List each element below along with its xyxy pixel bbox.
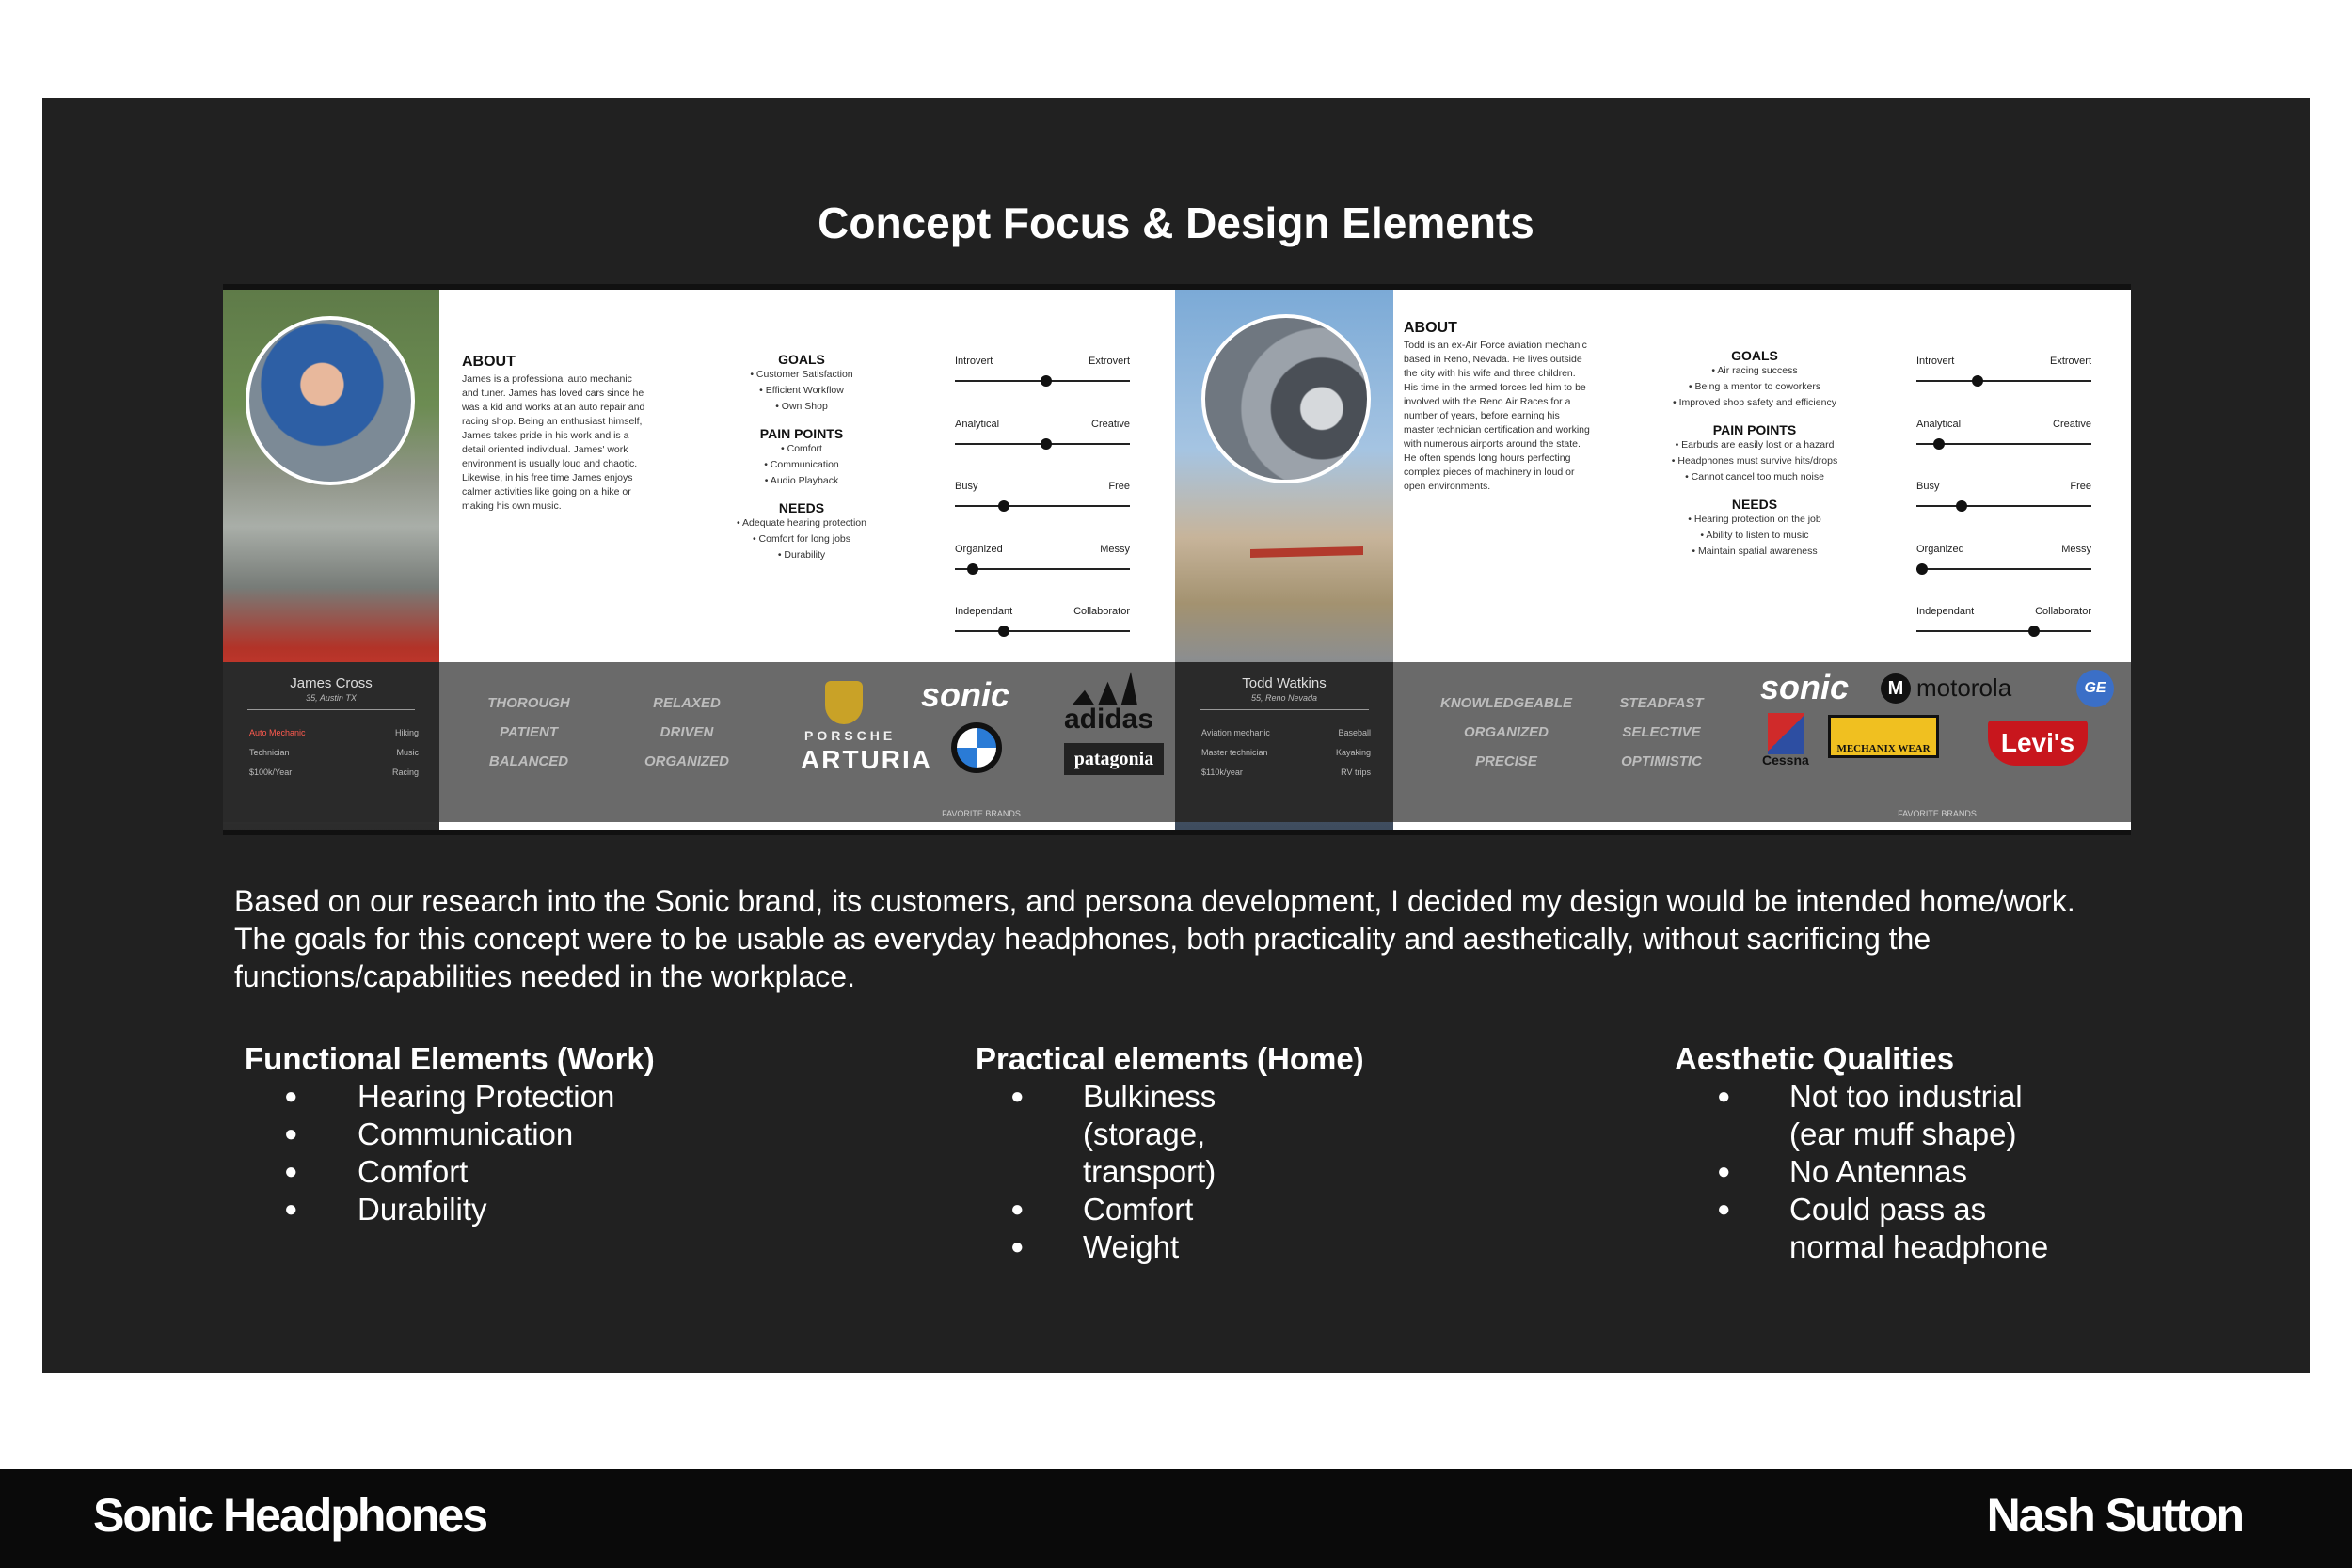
persona-id-card <box>223 662 439 822</box>
list-item <box>976 1191 1427 1228</box>
fact-row <box>1201 723 1371 743</box>
sonic-logo: sonic <box>921 675 1010 714</box>
goals-heading: GOALS <box>1731 348 1778 363</box>
persona-avatar <box>1201 314 1371 483</box>
slider-right-label: Messy <box>1100 543 1130 555</box>
trait-word: BALANCED <box>488 753 569 769</box>
slider-left-label: Analytical <box>955 418 1000 430</box>
slider-left-label: Introvert <box>1916 356 1955 367</box>
trait-sliders <box>955 356 1130 669</box>
ge-logo: GE <box>2076 670 2114 707</box>
pain-points-heading: PAIN POINTS <box>1712 422 1797 437</box>
fact-right: Music <box>396 748 419 757</box>
fact-row <box>1201 743 1371 763</box>
goal-item: • Customer Satisfaction <box>750 369 853 380</box>
slider-track <box>1916 505 2091 507</box>
porsche-logo: PORSCHE <box>804 728 897 743</box>
persona-band <box>1175 662 2131 822</box>
need-item: • Durability <box>777 549 826 561</box>
persona-facts <box>1201 723 1371 783</box>
fact-row <box>249 763 419 783</box>
goals-section <box>712 352 891 563</box>
bullet-icon: ● <box>1717 1196 1731 1222</box>
slider-left-label: Organized <box>955 543 1003 555</box>
footer-bar <box>0 1469 2352 1568</box>
slider-left-label: Busy <box>1916 481 1940 492</box>
list-item <box>1675 1078 2070 1153</box>
about-heading: ABOUT <box>462 354 516 370</box>
trait-word: SELECTIVE <box>1622 724 1701 740</box>
slider-right-label: Extrovert <box>2049 356 2091 367</box>
goals-section <box>1665 348 1844 560</box>
bullet-icon: ● <box>284 1121 298 1147</box>
persona-facts <box>249 723 419 783</box>
slider-track <box>955 505 1130 507</box>
trait-slider <box>1916 356 2091 419</box>
trait-words <box>458 689 599 776</box>
footer-project-title: Sonic Headphones <box>93 1489 487 1542</box>
need-item: • Comfort for long jobs <box>752 533 851 545</box>
column-heading: Practical elements (Home) <box>976 1041 1364 1076</box>
fact-left: Auto Mechanic <box>249 728 306 737</box>
trait-word: PRECISE <box>1475 753 1537 769</box>
levis-logo: Levi's <box>1988 721 2088 766</box>
persona-james <box>223 284 1175 835</box>
persona-id-card <box>1175 662 1393 822</box>
favorite-brands <box>1751 662 2123 822</box>
pain-point-item: • Cannot cancel too much noise <box>1685 471 1824 483</box>
column-heading: Functional Elements (Work) <box>245 1041 655 1076</box>
sonic-logo: sonic <box>1760 668 1850 706</box>
goal-item: • Efficient Workflow <box>759 385 844 396</box>
slider-dot <box>1041 375 1052 387</box>
practical-elements-column <box>976 1040 1427 1266</box>
goal-item: • Air racing success <box>1711 365 1798 376</box>
slider-dot <box>998 500 1009 512</box>
slider-dot <box>1933 438 1945 450</box>
functional-elements-column <box>245 1040 655 1228</box>
intro-paragraph: Based on our research into the Sonic brand, its customers, and persona development, I decided my design would be intended home/work. The goals for this concept were to be usable as everyday headphones, both practicality and aesthetically, without sacrificing the functions/capabilities needed in the workplace. <box>234 884 2075 993</box>
slider-right-label: Free <box>1108 481 1130 492</box>
fact-row <box>249 723 419 743</box>
divider <box>1200 709 1369 710</box>
pain-point-item: • Comfort <box>781 443 822 454</box>
list-item-text: Weight <box>1083 1229 1180 1264</box>
trait-words <box>616 689 757 776</box>
slider-track <box>955 630 1130 632</box>
trait-sliders <box>1916 356 2091 669</box>
persona-name: Todd Watkins <box>1242 675 1327 691</box>
trait-slider <box>1916 481 2091 544</box>
list-item <box>976 1078 1314 1191</box>
fact-right: Racing <box>391 768 419 777</box>
about-text: Todd is an ex-Air Force aviation mechanic based in Reno, Nevada. He lives outside the city with his wife and three children. His time in the armed forces led him to be involved with the Reno Air Races for a number of years, before earning his master technician certification and working with numerous airports around the state. He often spends long hours perfecting complex pieces of machinery in loud or open environments. <box>1404 340 1590 492</box>
about-text: James is a professional auto mechanic and tuner. James has loved cars since he was a kid and works at an auto repair and racing shop. Being an enthusiast himself, James takes pride in his work and is a detail oriented individual. James' work environment is usually loud and chaotic. Likewise, in his free time James enjoys calmer activities like going on a hike or making his own music. <box>462 373 645 512</box>
slider-left-label: Independant <box>1916 606 1975 617</box>
trait-slider <box>955 544 1130 607</box>
list-item <box>245 1116 655 1153</box>
slider-dot <box>1972 375 1983 387</box>
list-item-text: Durability <box>358 1192 487 1227</box>
trait-slider <box>955 606 1130 669</box>
slider-right-label: Messy <box>2061 543 2091 555</box>
favorite-brands <box>791 662 1171 822</box>
trait-word: PATIENT <box>500 724 558 740</box>
slider-right-label: Extrovert <box>1088 356 1130 367</box>
slider-dot <box>1041 438 1052 450</box>
about-heading: ABOUT <box>1404 320 1457 336</box>
trait-word: RELAXED <box>653 695 721 711</box>
bullet-icon: ● <box>284 1196 298 1222</box>
slider-track <box>955 443 1130 445</box>
trait-slider <box>1916 544 2091 607</box>
bullet-icon: ● <box>284 1084 298 1109</box>
motorola-logo: motorola <box>1916 673 2012 702</box>
slider-track <box>1916 380 2091 382</box>
adidas-stripes-icon <box>1072 672 1137 705</box>
trait-word: THOROUGH <box>487 695 570 711</box>
list-item-text: Bulkiness (storage, transport) <box>1083 1079 1216 1189</box>
slider-dot <box>1956 500 1967 512</box>
list-item <box>1675 1153 2164 1191</box>
slider-dot <box>1916 563 1928 575</box>
slider-track <box>1916 568 2091 570</box>
slider-dot <box>2028 626 2040 637</box>
persona-location: 35, Austin TX <box>306 693 357 703</box>
fact-left: $110k/year <box>1201 768 1243 777</box>
slider-dot <box>967 563 978 575</box>
aesthetic-qualities-column <box>1675 1040 2164 1266</box>
pain-point-item: • Audio Playback <box>764 475 839 486</box>
fact-left: Aviation mechanic <box>1201 728 1270 737</box>
fact-right: Kayaking <box>1335 748 1371 757</box>
persona-board <box>223 284 2131 835</box>
list-item-text: Comfort <box>358 1154 469 1189</box>
slider-right-label: Free <box>2070 481 2091 492</box>
slide-title: Concept Focus & Design Elements <box>818 198 1534 247</box>
porsche-crest-logo <box>825 681 863 724</box>
cessna-mark-icon <box>1768 713 1804 754</box>
need-item: • Hearing protection on the job <box>1688 514 1821 525</box>
bmw-logo <box>951 722 1002 773</box>
goal-item: • Own Shop <box>775 401 828 412</box>
slider-left-label: Busy <box>955 481 978 492</box>
pain-point-item: • Communication <box>764 459 839 470</box>
favorite-brands-label: FAVORITE BRANDS <box>942 809 1021 818</box>
list-item <box>245 1078 655 1116</box>
list-item-text: Comfort <box>1083 1192 1194 1227</box>
slider-left-label: Analytical <box>1916 418 1962 430</box>
persona-band <box>223 662 1175 822</box>
bullet-icon: ● <box>1010 1196 1025 1222</box>
pain-point-item: • Headphones must survive hits/drops <box>1671 455 1838 467</box>
fact-row <box>1201 763 1371 783</box>
list-item-text: Not too industrial (ear muff shape) <box>1789 1079 2023 1151</box>
about-section <box>1404 320 1592 494</box>
fact-left: Master technician <box>1201 748 1268 757</box>
trait-slider <box>1916 419 2091 482</box>
bullet-list <box>245 1078 655 1228</box>
bullet-icon: ● <box>284 1159 298 1184</box>
trait-word: KNOWLEDGEABLE <box>1440 695 1572 711</box>
trait-slider <box>955 419 1130 482</box>
list-item <box>245 1191 655 1228</box>
list-item <box>245 1153 655 1191</box>
slider-left-label: Introvert <box>955 356 993 367</box>
slider-track <box>955 568 1130 570</box>
adidas-logo: adidas <box>1064 704 1154 735</box>
pain-points-heading: PAIN POINTS <box>759 426 844 441</box>
need-item: • Adequate hearing protection <box>737 517 866 529</box>
bullet-icon: ● <box>1010 1234 1025 1259</box>
mechanix-wear-logo: MECHANIX WEAR <box>1828 715 1939 758</box>
slider-track <box>1916 630 2091 632</box>
fact-right: RV trips <box>1341 768 1371 777</box>
footer-author: Nash Sutton <box>1986 1489 2243 1542</box>
fact-left: $100k/Year <box>249 768 293 777</box>
slider-right-label: Collaborator <box>1073 606 1130 617</box>
needs-heading: NEEDS <box>778 500 825 515</box>
list-item-text: Communication <box>358 1117 574 1151</box>
bullet-list <box>1675 1078 2164 1266</box>
cessna-logo: Cessna <box>1762 752 1809 768</box>
goals-heading: GOALS <box>778 352 825 367</box>
goal-item: • Being a mentor to coworkers <box>1688 381 1821 392</box>
persona-todd <box>1175 284 2131 835</box>
patagonia-logo: patagonia <box>1064 743 1164 775</box>
favorite-brands-label: FAVORITE BRANDS <box>1898 809 1977 818</box>
trait-word: DRIVEN <box>660 724 714 740</box>
list-item-text: Could pass as normal headphone <box>1789 1192 2049 1264</box>
goal-item: • Improved shop safety and efficiency <box>1673 397 1836 408</box>
slider-track <box>1916 443 2091 445</box>
bullet-icon: ● <box>1010 1084 1025 1109</box>
list-item <box>1675 1191 2070 1266</box>
fact-right: Baseball <box>1338 728 1371 737</box>
trait-word: ORGANIZED <box>1464 724 1549 740</box>
trait-slider <box>1916 606 2091 669</box>
list-item-text: No Antennas <box>1789 1154 1967 1189</box>
about-section <box>462 354 650 514</box>
trait-words <box>1591 689 1732 776</box>
persona-location: 55, Reno Nevada <box>1250 693 1318 703</box>
slider-dot <box>998 626 1009 637</box>
list-item <box>976 1228 1427 1266</box>
bullet-icon: ● <box>1717 1159 1731 1184</box>
need-item: • Ability to listen to music <box>1700 530 1809 541</box>
need-item: • Maintain spatial awareness <box>1692 546 1818 557</box>
trait-words <box>1422 689 1591 776</box>
trait-word: STEADFAST <box>1619 695 1704 711</box>
list-item-text: Hearing Protection <box>358 1079 615 1114</box>
persona-name: James Cross <box>290 675 373 691</box>
slider-right-label: Creative <box>2053 418 2091 430</box>
slider-right-label: Creative <box>1091 418 1130 430</box>
pain-point-item: • Earbuds are easily lost or a hazard <box>1675 439 1835 451</box>
slider-right-label: Collaborator <box>2035 606 2091 617</box>
bmw-logo-text <box>957 728 958 729</box>
trait-slider <box>955 481 1130 544</box>
fact-row <box>249 743 419 763</box>
trait-word: ORGANIZED <box>644 753 729 769</box>
fact-right: Hiking <box>394 728 419 737</box>
slider-left-label: Organized <box>1916 543 1964 555</box>
slider-track <box>955 380 1130 382</box>
needs-heading: NEEDS <box>1731 497 1778 512</box>
divider <box>247 709 415 710</box>
persona-avatar <box>246 316 415 485</box>
trait-slider <box>955 356 1130 419</box>
bullet-icon: ● <box>1717 1084 1731 1109</box>
bullet-list <box>976 1078 1427 1266</box>
column-heading: Aesthetic Qualities <box>1675 1041 1955 1076</box>
trait-word: OPTIMISTIC <box>1621 753 1702 769</box>
fact-left: Technician <box>249 748 290 757</box>
slider-left-label: Independant <box>955 606 1013 617</box>
airplane-photo <box>1250 538 1363 566</box>
motorola-m-icon: M <box>1881 673 1911 704</box>
arturia-logo: ARTURIA <box>801 745 932 774</box>
